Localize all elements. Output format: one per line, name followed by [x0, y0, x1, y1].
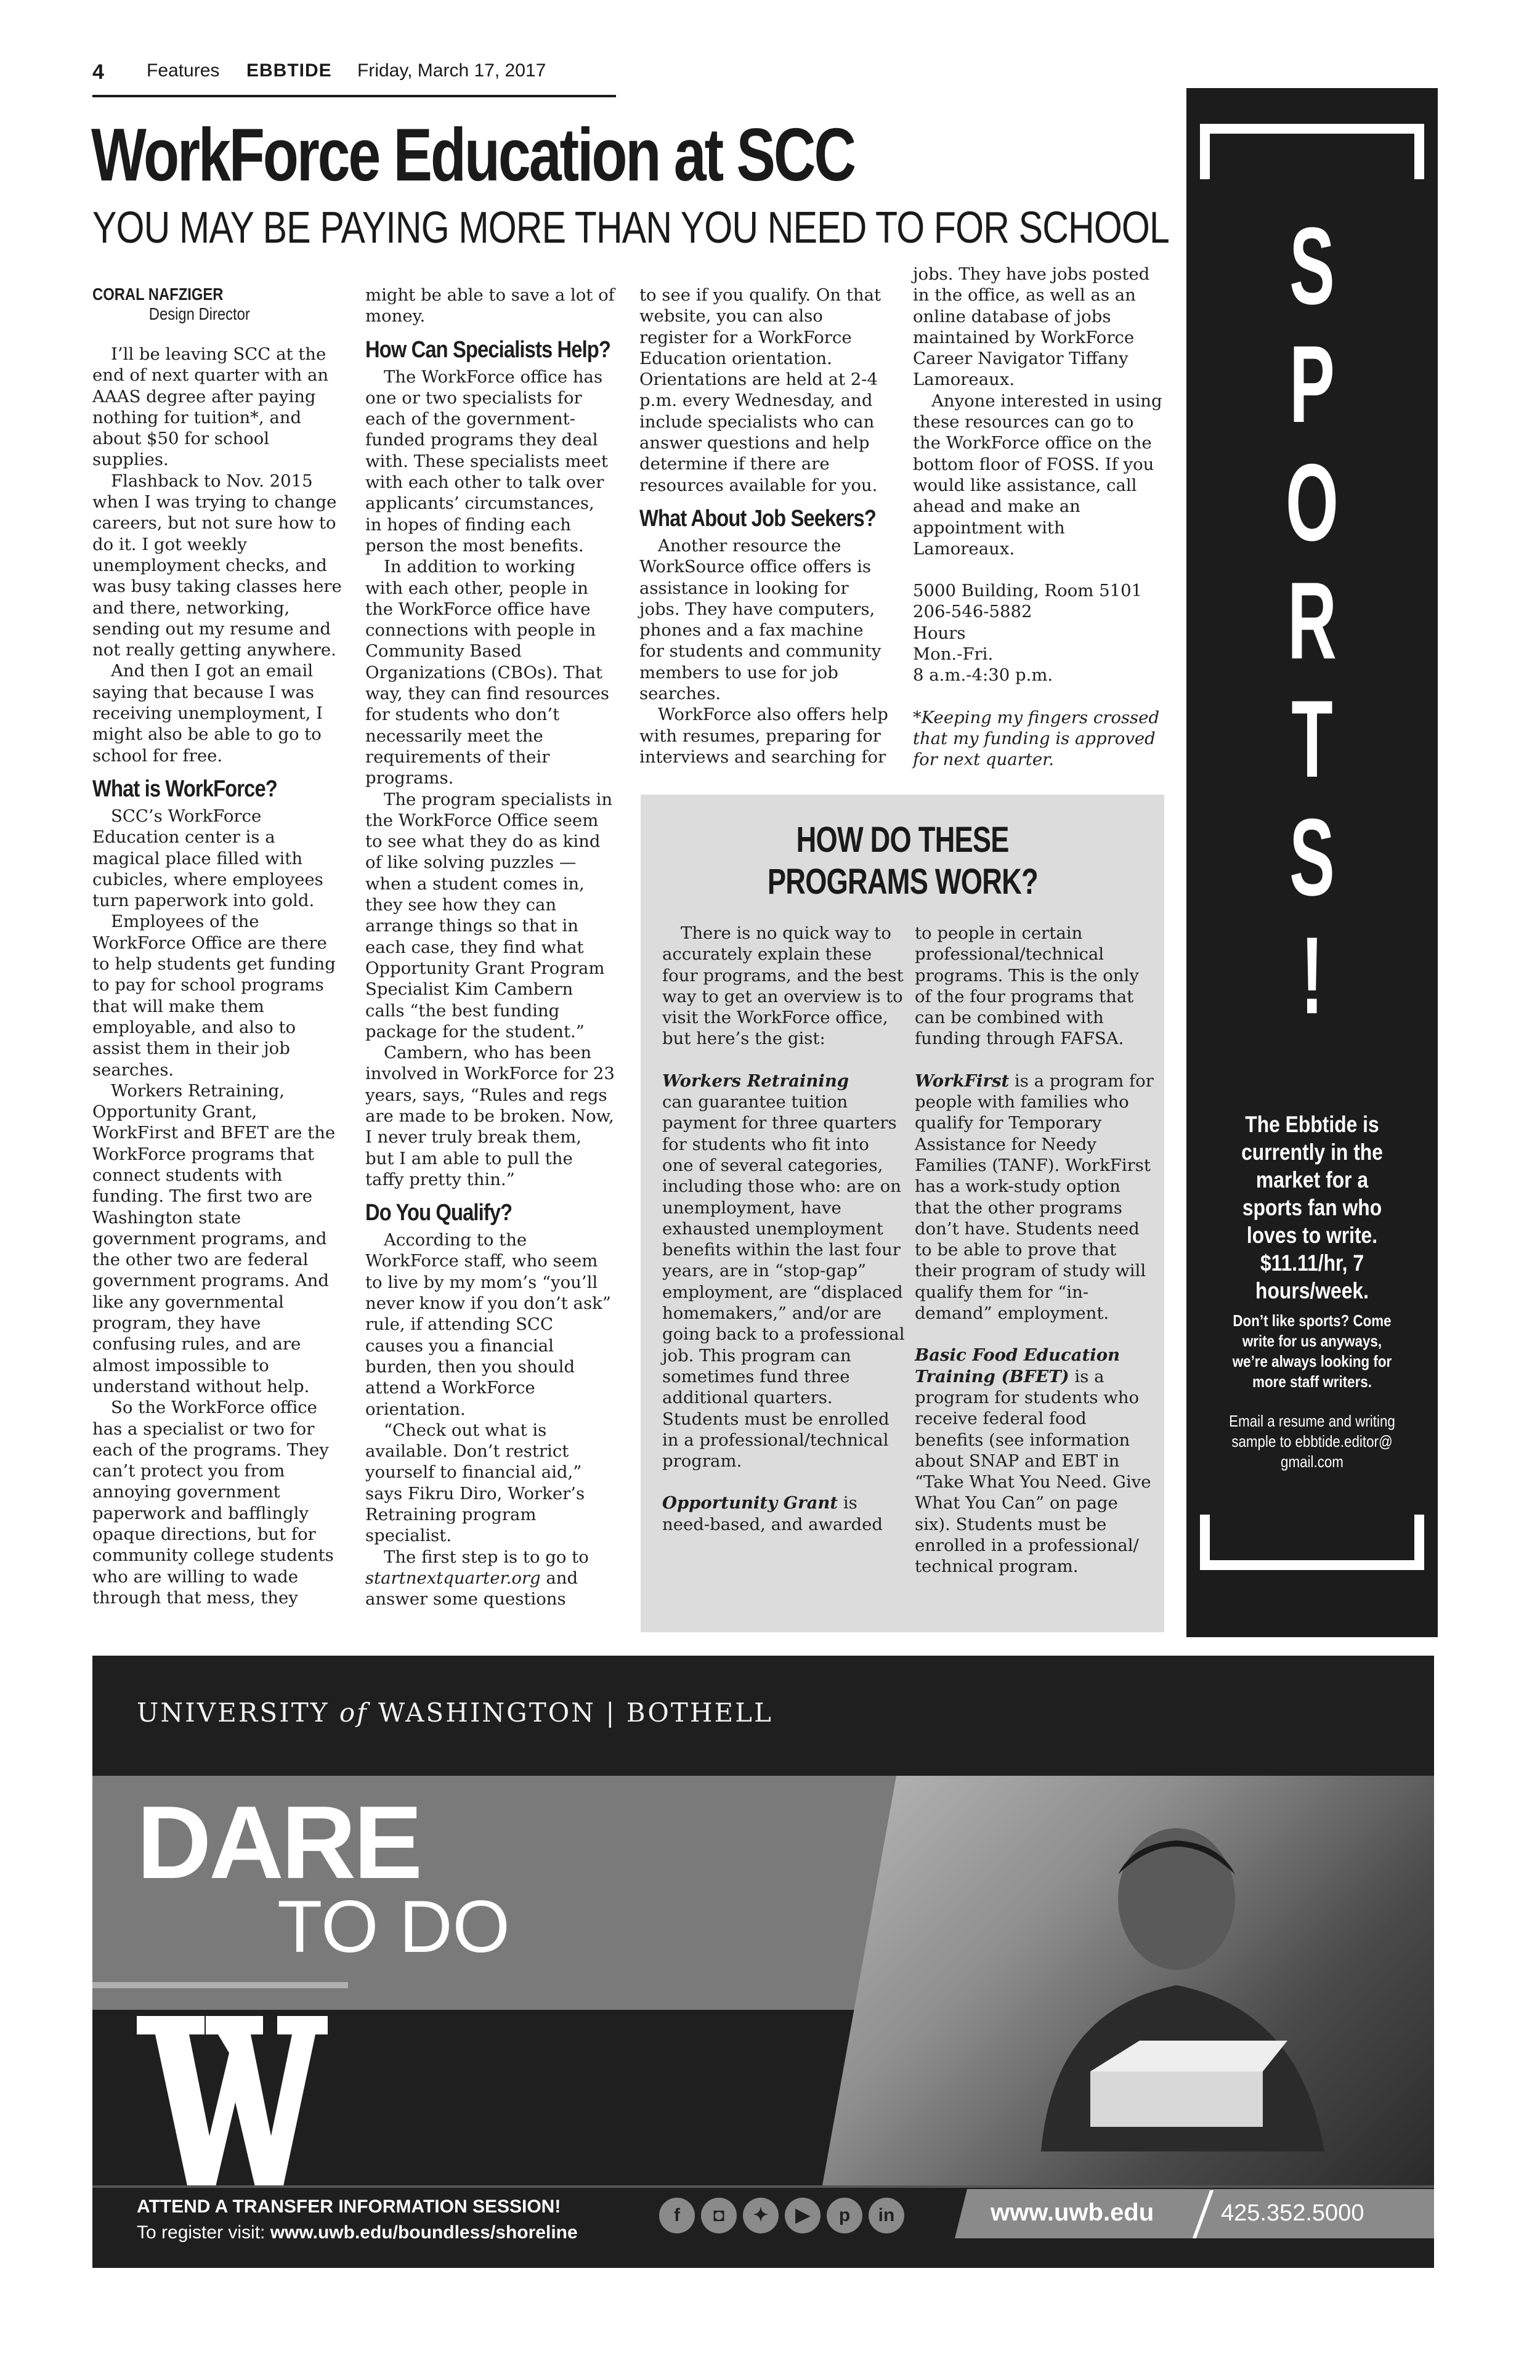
contact-info: [913, 580, 1162, 686]
uw-bothell-ad: [92, 1656, 1434, 2268]
subhead-job-seekers: What About Job Seekers?: [639, 505, 876, 532]
subhead-specialists: How Can Specialists Help?: [365, 336, 611, 363]
sports-letter: O: [1286, 441, 1339, 564]
paragraph: [915, 1345, 1158, 1577]
paragraph: Flashback to Nov. 2015 when I was trying to change careers, but not sure how to do it. I got weekly unemployment checks, and was busy taking classes here and there, networking, sending out my resume and not really getting anywhere.: [92, 471, 342, 660]
program-name: Basic Food Education Training (BFET): [915, 1345, 1121, 1386]
sports-letter: P: [1289, 323, 1335, 445]
phone-number: 425.352.5000: [1221, 2200, 1364, 2226]
contact-line: 206-546-5882: [913, 602, 1032, 622]
paragraph: [662, 1071, 906, 1472]
uw-w-logo: [137, 2016, 328, 2195]
paragraph: [365, 1547, 615, 1610]
paragraph: might be able to save a lot of money.: [365, 285, 615, 326]
subhead-qualify: Do You Qualify?: [365, 1200, 513, 1226]
cta-register-label: To register visit:: [137, 2222, 270, 2243]
sports-secondary: [1211, 1311, 1413, 1392]
contact-line: Hours: [913, 623, 966, 643]
student-silhouette: [1016, 1807, 1337, 2151]
uw-wordmark: [137, 1698, 773, 1728]
paragraph: Cambern, who has been involved in WorkForce for 23 years, says, “Rules and regs are made to be broken. Now, I never truly break them, but I am able to pull the taffy pretty thin.”: [365, 1043, 615, 1189]
subhead-what-is-workforce: What is WorkForce?: [92, 775, 277, 802]
website-reference: startnextquarter.org: [365, 1568, 541, 1588]
programs-sidebar: [641, 795, 1164, 1632]
sports-email-text: Email a resume and writing sample to ebbtide.editor@ gmail.com: [1229, 1412, 1395, 1471]
paragraph: [662, 1492, 906, 1535]
sports-letter: S: [1289, 204, 1335, 327]
paragraph: There is no quick way to accurately explain these four programs, and the best way to get an overview is to visit the WorkForce office, but here’s the gist:: [662, 923, 904, 1049]
sports-pitch-text: The Ebbtide is currently in the market for a sports fan who loves to write. $11.11/hr, 7 hours/week.: [1241, 1112, 1383, 1303]
divider: [92, 1982, 348, 1988]
cta-register: [137, 2222, 578, 2243]
paragraph: In addition to working with each other, people in the WorkForce office have connections with people in Community Based Organizations (CBOs). That way, they can find resources for students who don’t necessarily meet the requirements of their programs.: [365, 557, 609, 788]
paragraph-text: is need-based, and awarded: [662, 1493, 883, 1534]
program-name: WorkFirst: [915, 1071, 1010, 1091]
paragraph: I’ll be leaving SCC at the end of next quarter with an AAAS degree after paying nothing for tuition*, and about $50 for school supplies.: [92, 344, 329, 470]
section-name: Features: [147, 60, 220, 81]
paragraph: The WorkForce office has one or two specialists for each of the government-funded programs they deal with. These specialists meet with each other to talk over applicants’ circumstances, in hopes of finding each person the most benefits.: [365, 366, 608, 556]
linkedin-icon[interactable]: in: [869, 2198, 904, 2233]
bracket-top: [1200, 124, 1424, 179]
page-folio: [92, 57, 616, 97]
article-column-3: [639, 285, 889, 767]
sports-writer-ad: [1186, 88, 1438, 1637]
article-column-1: [92, 285, 342, 1608]
paragraph: SCC’s WorkForce Education center is a magical place filled with cubicles, where employees turn paperwork into gold.: [92, 806, 323, 911]
contact-line: 5000 Building, Room 5101: [913, 581, 1143, 601]
paragraph: According to the WorkForce staff, who seem to live by my mom’s “you’ll never know if you don’t ask” rule, if attending SCC causes you a financial burden, then you should attend a WorkForce orientation.: [365, 1230, 611, 1419]
publication-name: EBBTIDE: [246, 60, 332, 81]
paragraph: “Check out what is available. Don’t restrict yourself to financial aid,” says Fikru Diro, Worker’s Retraining program specialist.: [365, 1420, 585, 1546]
paragraph-text: is a program for people with families who qualify for Temporary Assistance for Needy Families (TANF). WorkFirst has a work-study option that the other programs don’t have. Students need to be able to prove that their program of study will qualify them for “in-demand” employment.: [915, 1071, 1154, 1324]
page-number: 4: [92, 60, 104, 84]
sports-letter: T: [1291, 678, 1333, 800]
paragraph: So the WorkForce office has a specialist or two for each of the programs. They can’t protect you from annoying government paperwork and bafflingly opaque directions, but for community college students who are willing to wade through that mess, they: [92, 1398, 334, 1608]
sidebar-column-1: [662, 923, 906, 1535]
youtube-icon[interactable]: ▶: [785, 2198, 821, 2233]
dare-headline: DARE: [137, 1784, 421, 1900]
paragraph: Anyone interested in using these resources can go to the WorkForce office on the bottom floor of FOSS. If you would like assistance, call ahead and make an appointment with Lamoreaux.: [913, 391, 1162, 559]
sports-letter: R: [1287, 559, 1337, 682]
register-link[interactable]: www.uwb.edu/boundless/shoreline: [270, 2222, 578, 2243]
instagram-icon[interactable]: ◘: [701, 2198, 737, 2233]
wordmark-text: WASHINGTON | BOTHELL: [368, 1698, 773, 1728]
article-deck: YOU MAY BE PAYING MORE THAN YOU NEED TO FOR SCHOOL: [92, 203, 1170, 253]
sports-email: [1211, 1411, 1413, 1472]
paragraph: to people in certain professional/technical programs. This is the only of the four programs that can be combined with funding through FAFSA.: [915, 923, 1139, 1049]
sports-pitch: [1211, 1111, 1413, 1305]
paragraph: [915, 1071, 1158, 1324]
footnote: *Keeping my fingers crossed that my funding is approved for next quarter.: [913, 707, 1160, 770]
sports-secondary-text: Don’t like sports? Come write for us anyways, we’re always looking for more staff writers.: [1232, 1311, 1392, 1391]
wordmark-text: UNIVERSITY: [137, 1698, 339, 1728]
paragraph-text: is a program for students who receive federal food benefits (see information about SNAP and EBT in “Take What You Need. Give What You Can” on page six). Students must be enrolled in a professional/ technical program.: [915, 1366, 1151, 1577]
paragraph: The program specialists in the WorkForce Office seem to see what they do as kind of like solving puzzles — when a student comes in, they see how they can arrange things so that in each case, they find what Opportunity Grant Program Specialist Kim Cambern calls “the best funding package for the student.”: [365, 789, 613, 1042]
facebook-icon[interactable]: f: [659, 2198, 695, 2233]
paragraph: Workers Retraining, Opportunity Grant, WorkFirst and BFET are the WorkForce programs that connect students with funding. The first two are Washington state government programs, and the other two are federal government programs. And like any governmental program, they have confusing rules, and are almost impossible to understand without help.: [92, 1080, 336, 1396]
paragraph: to see if you qualify. On that website, you can also register for a WorkForce Education orientation. Orientations are held at 2-4 p.m. every Wednesday, and include specialists who can answer questions and help determine if there are resources available for you.: [639, 285, 881, 495]
sidebar-column-2: [915, 923, 1158, 1577]
sports-letter: !: [1300, 914, 1324, 1037]
article-column-2: [365, 285, 615, 1610]
byline-title: Design Director: [148, 304, 250, 323]
website-link[interactable]: www.uwb.edu: [991, 2199, 1154, 2226]
paragraph-text: and answer some questions: [365, 1568, 578, 1609]
paragraph-text: The first step is to go to: [384, 1547, 589, 1567]
bracket-bottom: [1200, 1515, 1424, 1570]
wordmark-text: of: [339, 1698, 368, 1728]
cta-headline: ATTEND A TRANSFER INFORMATION SESSION!: [137, 2196, 561, 2217]
contact-line: Mon.-Fri.: [913, 644, 994, 665]
contact-line: 8 a.m.-4:30 p.m.: [913, 665, 1053, 686]
paragraph: jobs. They have jobs posted in the office, as well as an online database of jobs maintained by WorkForce Career Navigator Tiffany Lamoreaux.: [913, 264, 1150, 390]
paragraph: And then I got an email saying that because I was receiving unemployment, I might also be able to go to school for free.: [92, 661, 323, 766]
issue-date: Friday, March 17, 2017: [357, 60, 546, 81]
paragraph: Employees of the WorkForce Office are there to help students get funding to pay for school programs that will make them employable, and also to assist them in their job searches.: [92, 912, 336, 1080]
to-do-headline: TO DO: [277, 1885, 510, 1968]
paragraph: Another resource the WorkSource office offers is assistance in looking for jobs. They have computers, phones and a fax machine for students and community members to use for job searches.: [639, 535, 881, 704]
byline-name: CORAL NAFZIGER: [92, 285, 224, 304]
sidebar-title-line: HOW DO THESE: [796, 820, 1009, 860]
sidebar-title-line: PROGRAMS WORK?: [767, 862, 1038, 902]
paragraph-text: can guarantee tuition payment for three quarters for students who fit into one of several categories, including those who: are on unemployment, have exhausted unemployment benefits within the last four years, are in “stop-gap” employment, are “displaced homemakers,” and/or are going back to a professional job. This program can sometimes fund three additional quarters. Students must be enrolled in a professional/technical program.: [662, 1092, 905, 1471]
article-column-4: [913, 264, 1162, 771]
sports-letter: S: [1289, 796, 1335, 918]
twitter-icon[interactable]: ✦: [743, 2198, 779, 2233]
pinterest-icon[interactable]: p: [827, 2198, 862, 2233]
article-headline: WorkForce Education at SCC: [91, 113, 854, 196]
program-name: Opportunity Grant: [662, 1493, 838, 1513]
program-name: Workers Retraining: [662, 1071, 849, 1091]
paragraph: WorkForce also offers help with resumes, preparing for interviews and searching for: [639, 705, 888, 767]
sidebar-title: [641, 819, 1164, 903]
